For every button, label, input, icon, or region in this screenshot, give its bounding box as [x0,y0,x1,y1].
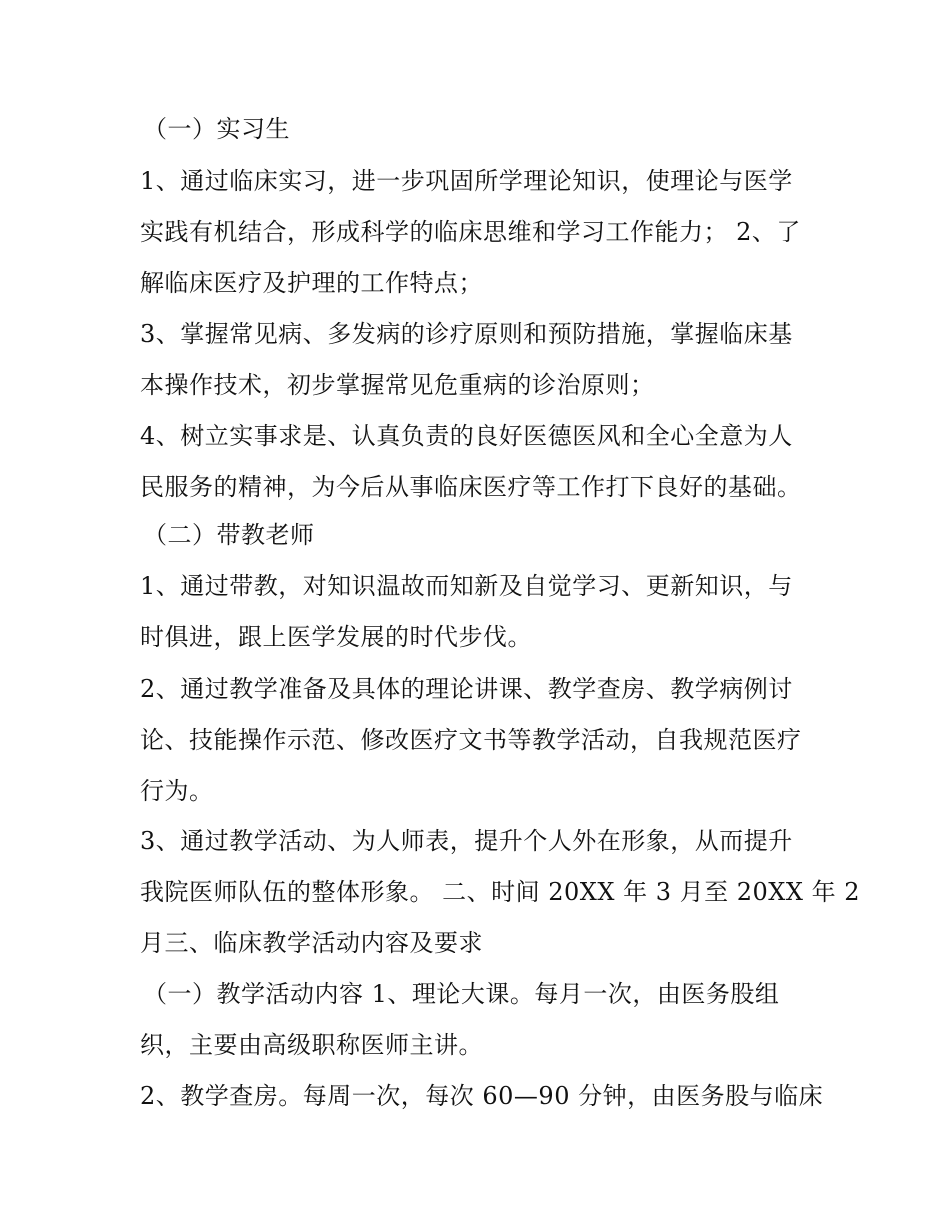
section-heading-interns: （一）实习生 [143,115,290,143]
text-line: 我院医师队伍的整体形象。 二、时间 20XX 年 3 月至 20XX 年 2 [140,878,860,906]
text-line: 本操作技术，初步掌握常见危重病的诊治原则； [140,371,655,399]
text-line: 2、通过教学准备及具体的理论讲课、教学查房、教学病例讨 [140,675,793,703]
text-line: 4、树立实事求是、认真负责的良好医德医风和全心全意为人 [140,422,793,450]
section-heading-teachers: （二）带教老师 [143,521,315,549]
text-line: 解临床医疗及护理的工作特点； [140,269,483,297]
text-line: （一）教学活动内容 1、理论大课。每月一次，由医务股组 [143,980,780,1008]
text-line: 织，主要由高级职称医师主讲。 [140,1031,483,1059]
text-line: 论、技能操作示范、修改医疗文书等教学活动，自我规范医疗 [140,726,802,754]
text-line: 时俱进，跟上医学发展的时代步伐。 [140,623,532,651]
text-line: 民服务的精神，为今后从事临床医疗等工作打下良好的基础。 [140,473,802,501]
text-line: 2、教学查房。每周一次，每次 60—90 分钟，由医务股与临床 [140,1082,824,1110]
text-line: 月三、临床教学活动内容及要求 [140,929,483,957]
text-line: 行为。 [140,777,214,805]
text-line: 3、掌握常见病、多发病的诊疗原则和预防措施，掌握临床基 [140,320,793,348]
text-line: 1、通过临床实习，进一步巩固所学理论知识，使理论与医学 [140,167,793,195]
text-line: 1、通过带教，对知识温故而知新及自觉学习、更新知识，与 [140,572,793,600]
text-line: 实践有机结合，形成科学的临床思维和学习工作能力； 2、了 [140,218,801,246]
text-line: 3、通过教学活动、为人师表，提升个人外在形象，从而提升 [140,827,793,855]
